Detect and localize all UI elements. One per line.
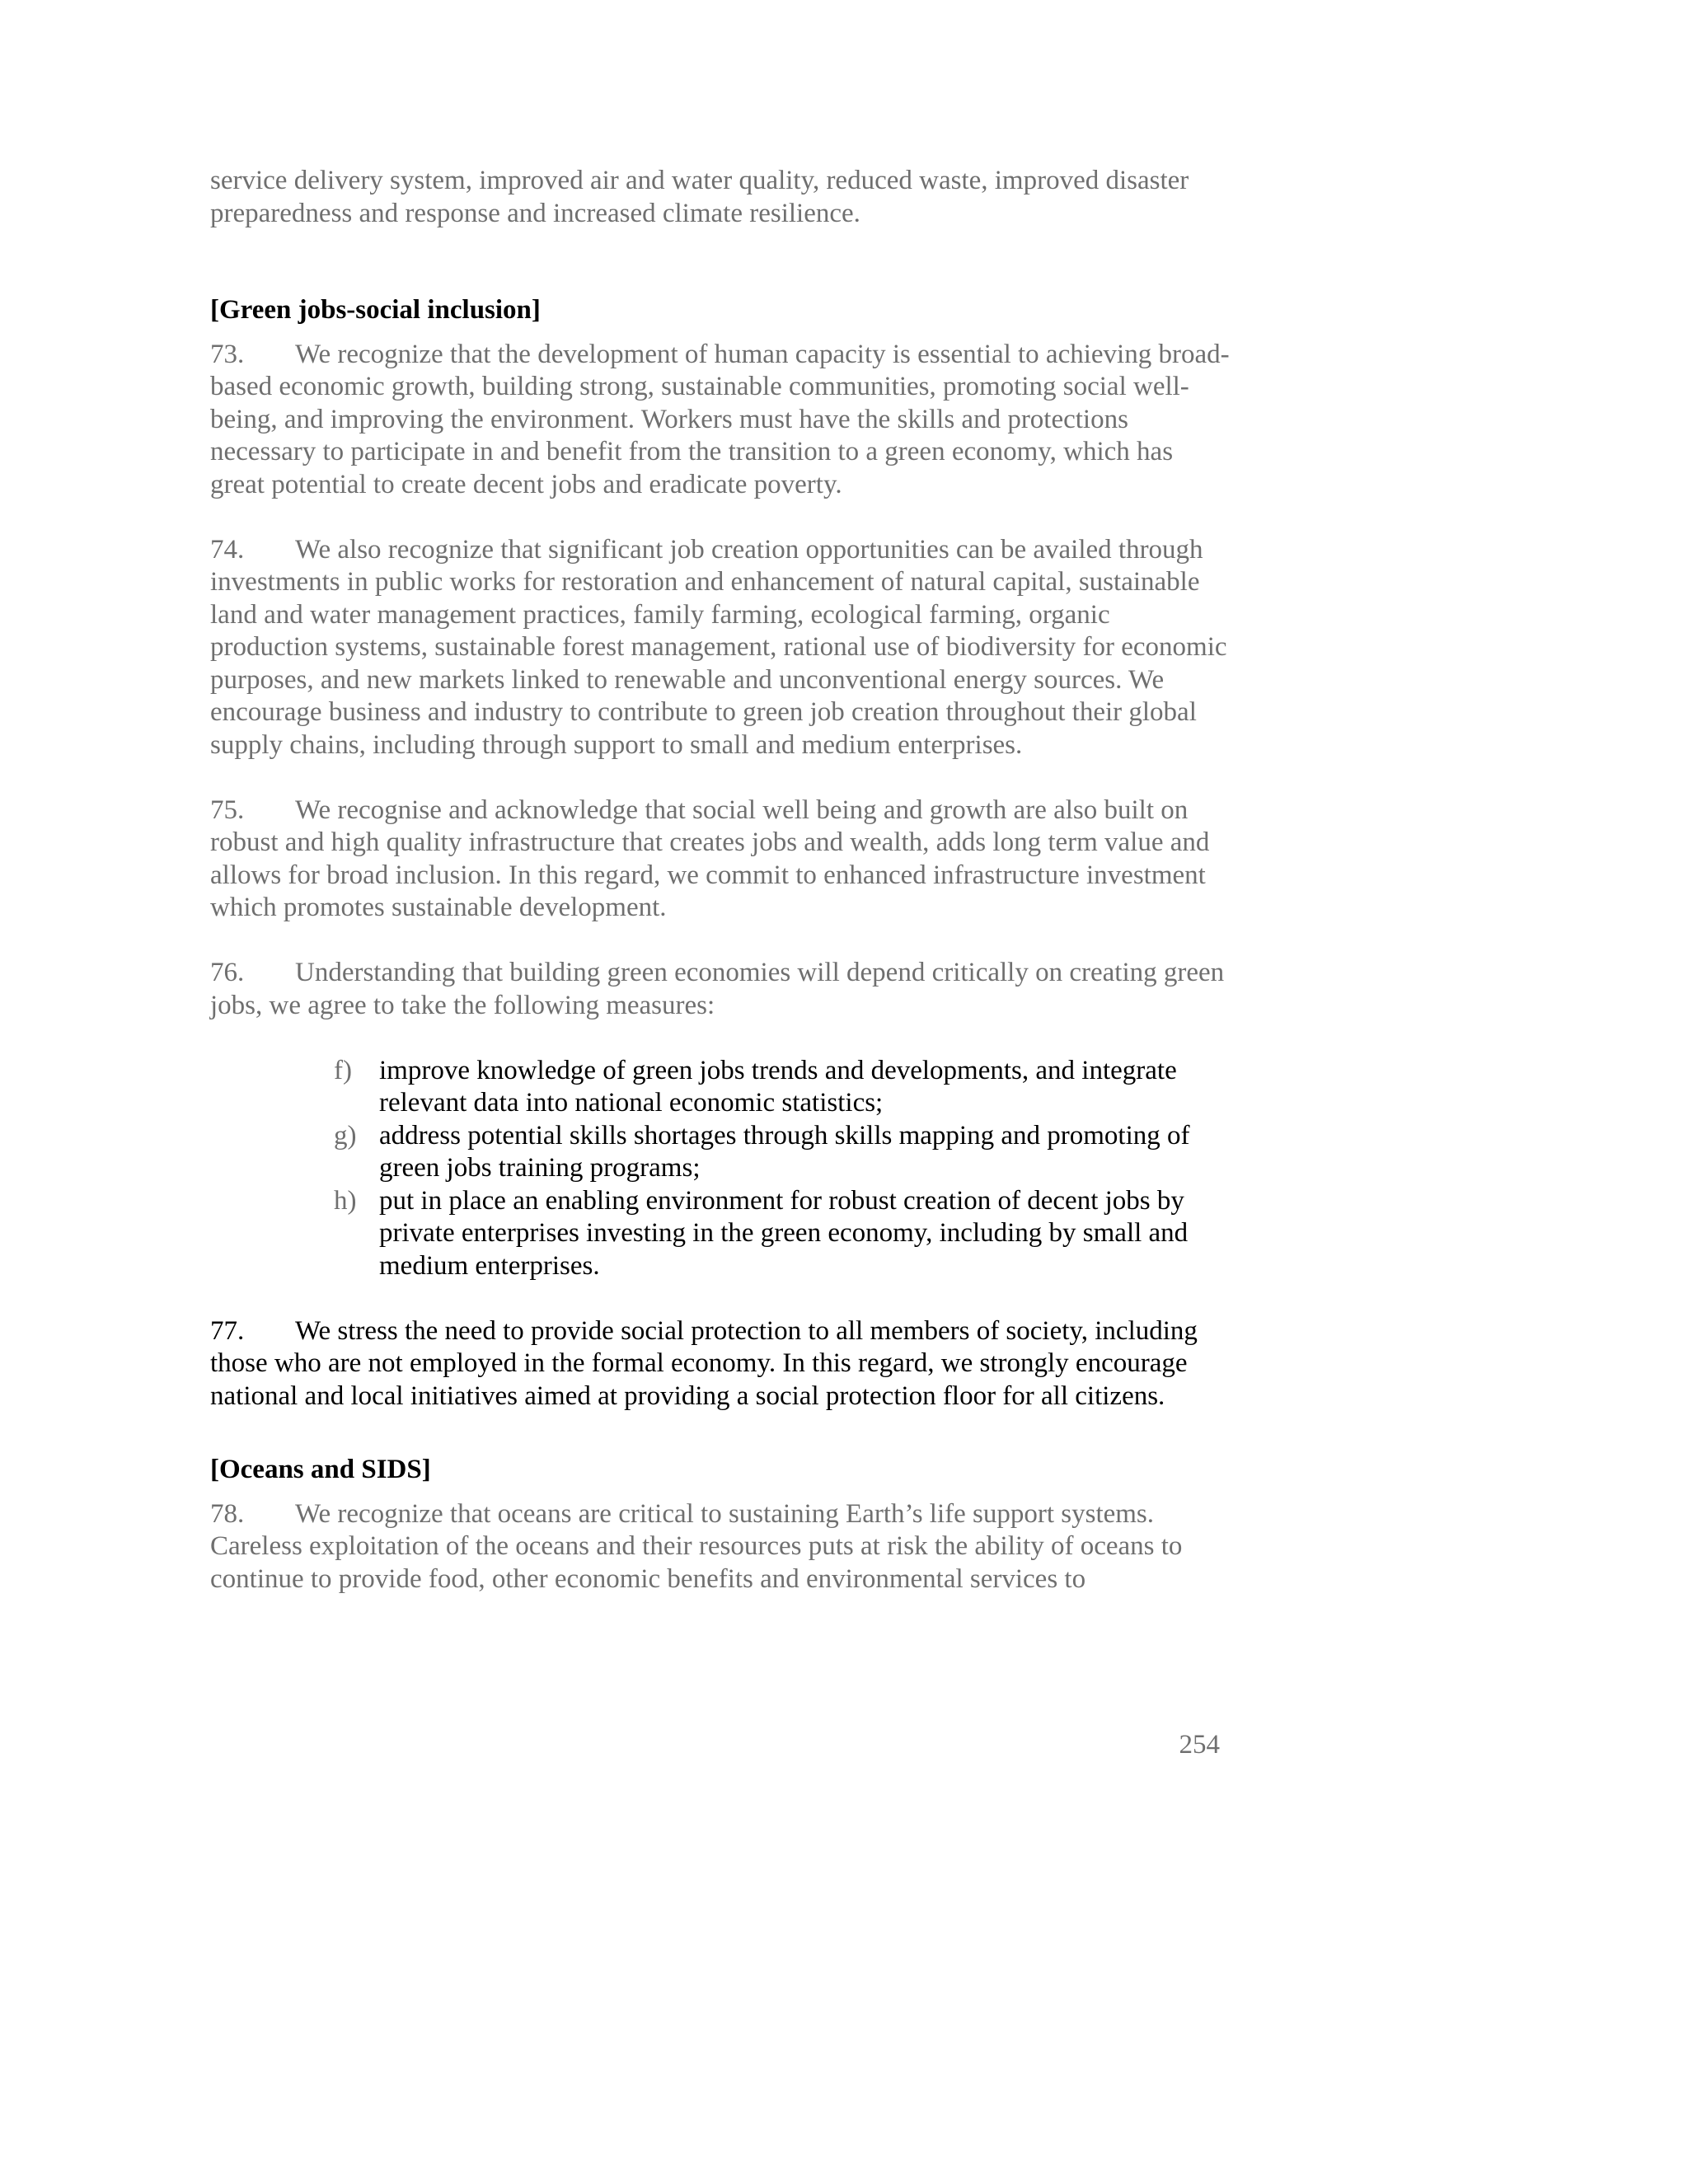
paragraph-77 <box>210 1315 1232 1413</box>
section-heading-oceans: [Oceans and SIDS] <box>210 1455 431 1484</box>
measures-list <box>210 1055 1232 1283</box>
page-number: 254 <box>1179 1730 1220 1760</box>
paragraph-text: Understanding that building green economies will depend critically on creating green jobs, we agree to take the following measures: <box>210 958 1225 1020</box>
list-item-text: improve knowledge of green jobs trends and developments, and integrate relevant data into national economic statistics; <box>379 1055 1177 1118</box>
paragraph-number: 73. <box>210 339 245 369</box>
list-marker: g) <box>334 1120 357 1151</box>
list-item-text: address potential skills shortages through skills mapping and promoting of green jobs training programs; <box>379 1120 1190 1183</box>
paragraph-text: We recognize that oceans are critical to sustaining Earth’s life support systems. Careless exploitation of the oceans and their resources puts at risk the ability of oceans to continue to provide food, other economic benefits and environmental services to <box>210 1498 1183 1594</box>
paragraph-75 <box>210 794 1232 925</box>
paragraph-text: We stress the need to provide social protection to all members of society, including those who are not employed in the formal economy. In this regard, we strongly encourage national and local initiatives aimed at providing a social protection floor for all citizens. <box>210 1315 1198 1411</box>
paragraph-number: 75. <box>210 794 245 825</box>
paragraph-number: 76. <box>210 958 245 987</box>
list-item <box>210 1185 1232 1283</box>
document-page <box>210 165 1232 1596</box>
paragraph-number: 78. <box>210 1498 245 1529</box>
list-item <box>210 1055 1232 1120</box>
paragraph-78 <box>210 1498 1232 1596</box>
list-marker: f) <box>334 1055 352 1085</box>
paragraph-text: We recognize that the development of human capacity is essential to achieving broad-based economic growth, building strong, sustainable communities, promoting social well-being, and improving the environment. Workers must have the skills and protections necessary to participate in and benefit from the transition to a green economy, which has great potential to create decent jobs and eradicate poverty. <box>210 339 1230 499</box>
list-item-text: put in place an enabling environment for robust creation of decent jobs by private enterprises investing in the green economy, including by small and medium enterprises. <box>379 1185 1189 1281</box>
section-heading-green-jobs: [Green jobs-social inclusion] <box>210 295 541 325</box>
paragraph-number: 74. <box>210 534 245 565</box>
paragraph-text: We also recognize that significant job creation opportunities can be availed through investments in public works for restoration and enhancement of natural capital, sustainable land and water management practices, family farming, ecological farming, organic production systems, sustainable forest management, rational use of biodiversity for economic purposes, and new markets linked to renewable and unconventional energy sources. We encourage business and industry to contribute to green job creation throughout their global supply chains, including through support to small and medium enterprises. <box>210 534 1227 760</box>
paragraph-74 <box>210 534 1232 762</box>
paragraph-number: 77. <box>210 1315 245 1346</box>
paragraph-text: We recognise and acknowledge that social well being and growth are also built on robust and high quality infrastructure that creates jobs and wealth, adds long term value and allows for broad inclusion. In this regard, we commit to enhanced infrastructure investment which promotes sustainable development. <box>210 794 1210 922</box>
paragraph-76 <box>210 957 1232 1022</box>
paragraph-73 <box>210 339 1232 502</box>
intro-paragraph: service delivery system, improved air and water quality, reduced waste, improved disaster preparedness and response and increased climate resilience. <box>210 166 1189 228</box>
list-item <box>210 1120 1232 1185</box>
list-marker: h) <box>334 1185 357 1216</box>
